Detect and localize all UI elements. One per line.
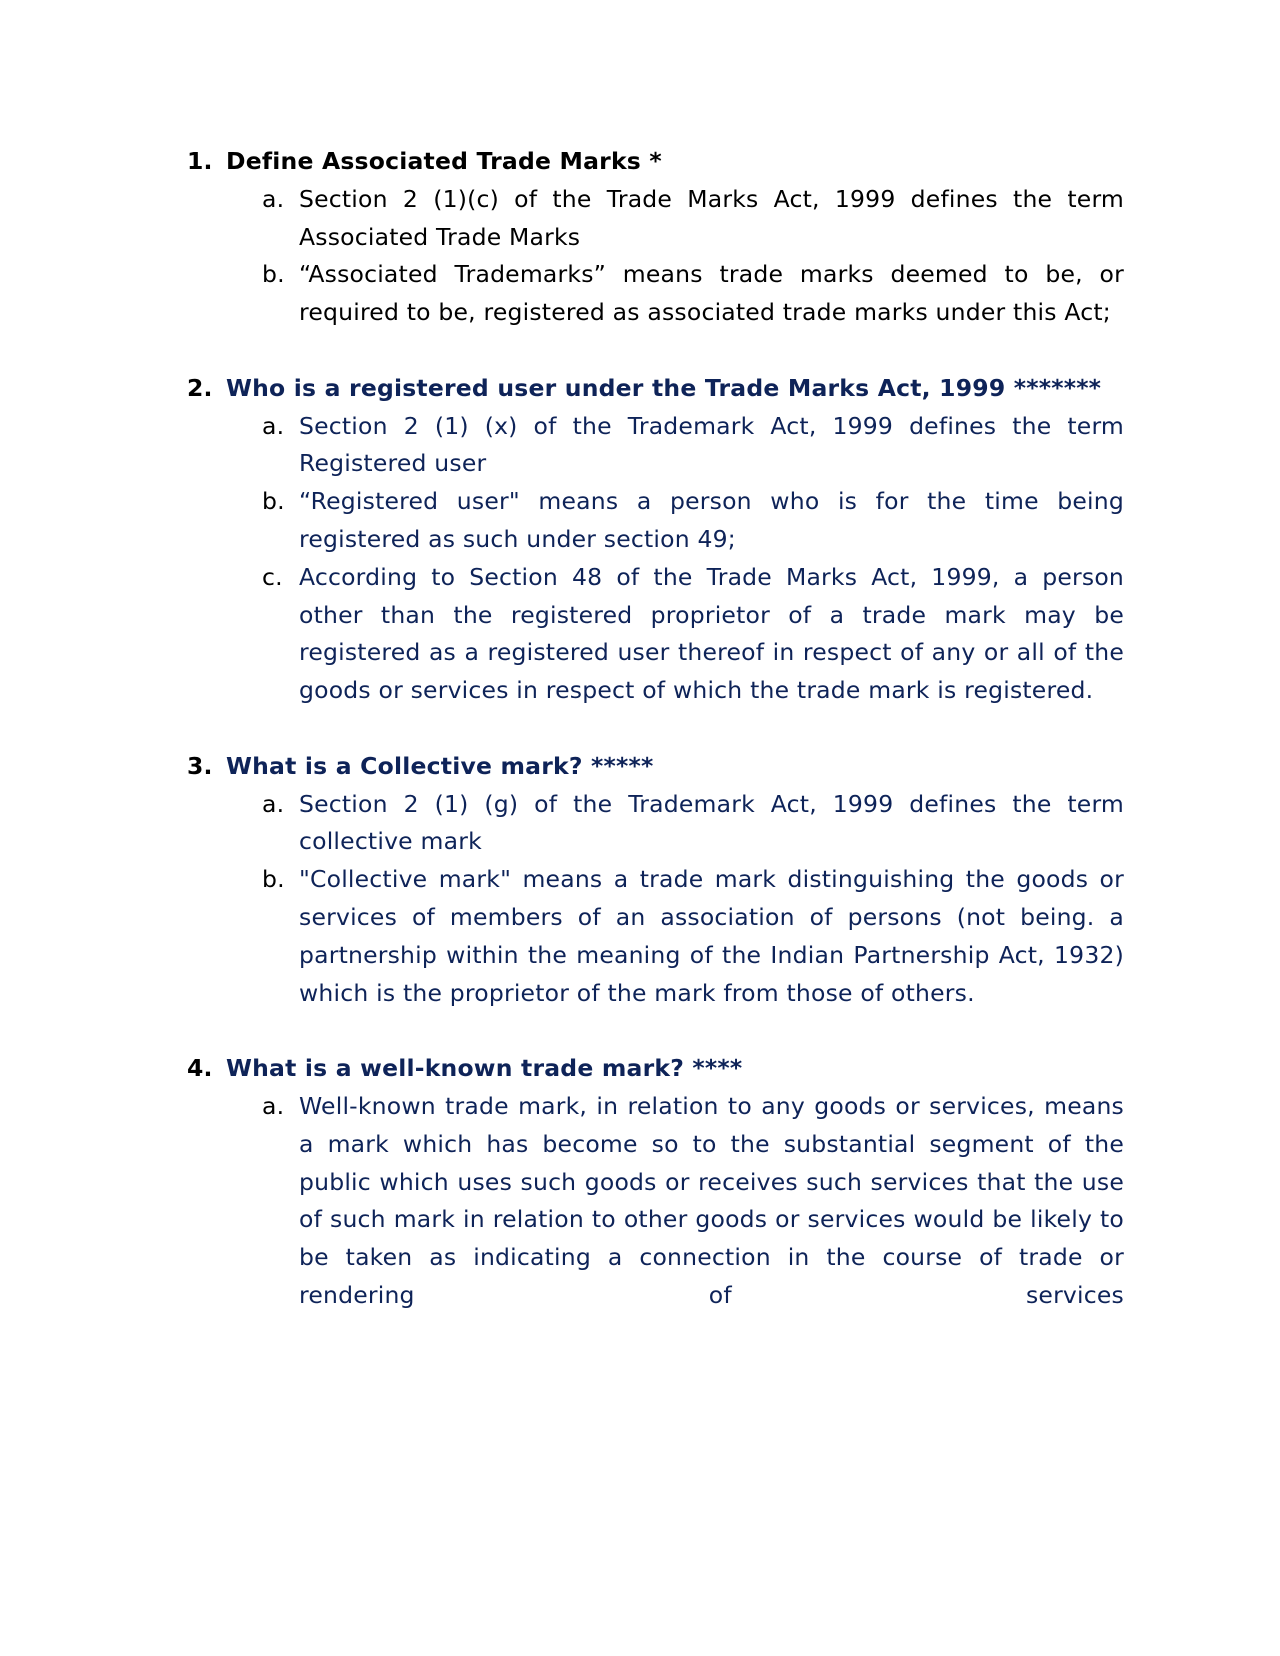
list-item [187,559,1124,710]
document-page [187,143,1124,1353]
list-item [187,483,1124,559]
list-item [187,181,1124,257]
list-item [187,256,1124,332]
question-number: 4. [187,1054,213,1083]
list-item [187,408,1124,484]
list-item-text: “Associated Trademarks” means trade marks deemed to be, or required to be, registered as associated trade marks under this Act; [299,260,1124,327]
list-item-letter: b. [262,260,285,289]
question-title: Define Associated Trade Marks * [226,147,662,175]
answer-list [226,181,1124,332]
list-item-text: “Registered user" means a person who is for the time being registered as such under section 49; [299,487,1124,553]
question-title: Who is a registered user under the Trade Marks Act, 1999 ******* [226,373,1102,402]
list-item-letter: b. [262,487,285,516]
answer-list [226,408,1124,710]
question-4 [187,1050,1124,1315]
question-number: 1. [187,147,213,175]
question-1 [187,143,1124,332]
question-number: 2. [187,373,213,402]
list-item-letter: a. [262,184,285,213]
list-item-text: According to Section 48 of the Trade Marks Act, 1999, a person other than the registered proprietor of a trade mark may be registered as a registered user thereof in respect of any or all of the goods or services in respect of which the trade mark is registered. [299,562,1124,705]
list-item [187,786,1124,862]
list-item-letter: c. [262,562,283,591]
answer-list [226,786,1124,1013]
question-title: What is a Collective mark? ***** [226,751,654,780]
list-item [187,1088,1124,1315]
list-item-letter: a. [262,789,285,818]
answer-list [226,1088,1124,1315]
list-item-letter: a. [262,411,285,440]
question-3 [187,748,1124,1013]
list-item-text: Section 2 (1) (x) of the Trademark Act, 1999 defines the term Registered user [299,411,1124,478]
question-title: What is a well-known trade mark? **** [226,1054,743,1083]
question-2 [187,370,1124,710]
list-item-letter: b. [262,865,285,894]
list-item-letter: a. [262,1091,285,1120]
list-item-text: Well-known trade mark, in relation to any goods or services, means a mark which has become so to the substantial segment of the public which uses such goods or receives such services that the use of such mark in relation to other goods or services would be likely to be taken as indicating a connection in the course of trade or rendering of services [299,1091,1124,1309]
list-item-text: Section 2 (1) (g) of the Trademark Act, 1999 defines the term collective mark [299,789,1124,856]
list-item-text: Section 2 (1)(c) of the Trade Marks Act, 1999 defines the term Associated Trade Marks [299,184,1124,251]
question-number: 3. [187,751,213,780]
list-item-text: "Collective mark" means a trade mark distinguishing the goods or services of members of an association of persons (not being. a partnership within the meaning of the Indian Partnership Act, 1932) which is the proprietor of the mark from those of others. [299,865,1124,1007]
list-item [187,861,1124,1012]
